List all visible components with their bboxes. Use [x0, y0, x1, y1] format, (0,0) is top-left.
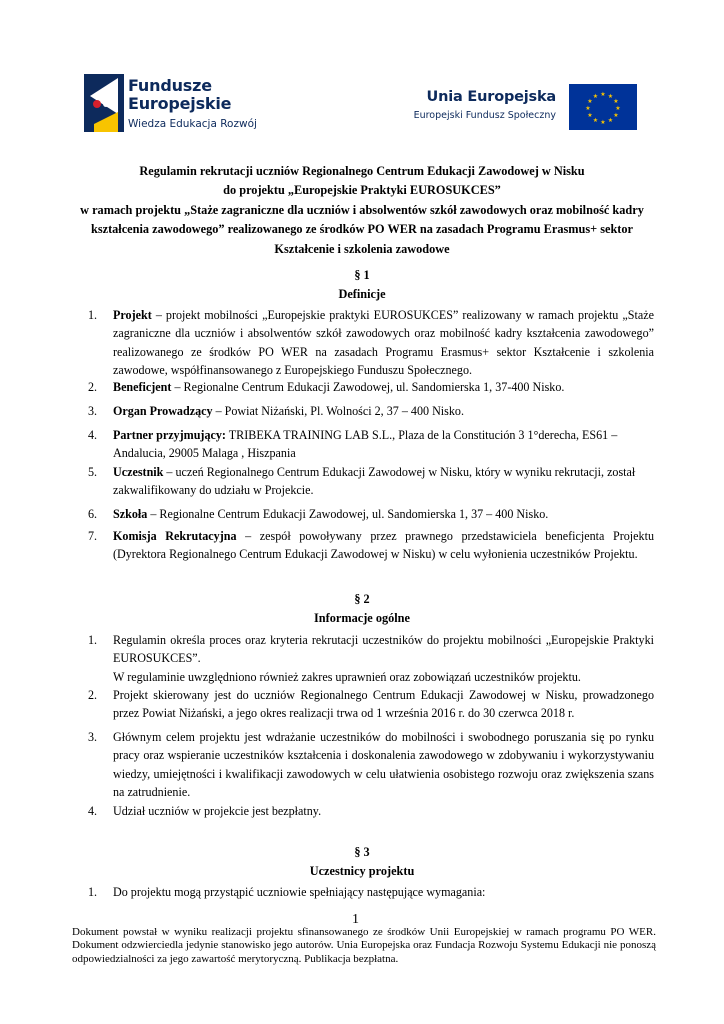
item-term: Projekt — [113, 308, 152, 322]
svg-text:★: ★ — [592, 117, 599, 124]
section-symbol: § 3 — [354, 845, 370, 859]
item-term: Beneficjent — [113, 380, 172, 394]
title-line: w ramach projektu „Staże zagraniczne dla uczniów i absolwentów szkół zawodowych oraz mobilność kadry — [80, 202, 644, 217]
item-text: TRIBEKA TRAINING LAB S.L., Plaza de la Constitución 3 1°derecha, ES61 – — [228, 428, 618, 442]
item-number: 1. — [88, 308, 98, 322]
svg-text:★: ★ — [592, 93, 599, 100]
title-line: kształcenia zawodowego” realizowanego ze środków PO WER na zasadach Programu Erasmus+ sektor — [90, 222, 633, 237]
item-number: 7. — [88, 529, 98, 543]
item-text: – projekt mobilności „Europejskie praktyki EUROSUKCES” realizowany w ramach projektu „Staże — [155, 308, 654, 322]
item-line — [113, 463, 654, 481]
item-line — [113, 527, 654, 545]
document-title — [72, 162, 652, 259]
item-line: wiedzy, umiejętności i kwalifikacji zawodowych w celu ułatwienia osobistego rozwoju oraz zwiększenia szans — [113, 766, 654, 781]
item-line: Do projektu mogą przystąpić uczniowie spełniający następujące wymagania: — [113, 885, 486, 899]
svg-text:★: ★ — [607, 93, 614, 100]
footer-line: Dokument powstał w wyniku realizacji projektu sfinansowanego ze środków Unii Europejskiej w ramach programu PO WER. — [72, 926, 656, 938]
item-number: 3. — [88, 404, 98, 418]
logo-fe-line3: Wiedza Edukacja Rozwój — [128, 118, 257, 130]
section-1-heading — [72, 266, 652, 304]
item-line: realizowanego ze środków PO WER na zasadach Programu Erasmus+ sektor Kształcenie i szkolenia — [113, 344, 654, 359]
title-line: Kształcenie i szkolenia zawodowe — [274, 241, 450, 256]
item-line — [113, 402, 654, 420]
svg-text:★: ★ — [613, 98, 619, 105]
svg-text:★: ★ — [607, 117, 614, 124]
item-line — [113, 426, 654, 444]
item-line: pracy oraz wspieranie uczestników kształcenia i doskonalenia zawodowego w zdobywaniu i wykorzystywaniu — [113, 748, 654, 763]
section-title: Uczestnicy projektu — [309, 864, 415, 878]
footer-disclaimer — [72, 926, 656, 966]
svg-text:★: ★ — [613, 112, 619, 119]
eu-flag-icon — [569, 84, 637, 130]
item-term: Komisja Rekrutacyjna — [113, 529, 237, 543]
item-line: Regulamin określa proces oraz kryteria rekrutacji uczestników do projektu mobilności „Europejskie Praktyki — [113, 633, 654, 647]
item-line: zagraniczne dla uczniów i absolwentów szkół zawodowych oraz mobilność kadry kształcenia zawodowego” — [113, 326, 654, 341]
svg-text:★: ★ — [615, 105, 621, 112]
item-number: 6. — [88, 507, 98, 521]
section-symbol: § 1 — [354, 268, 370, 282]
page-number: 1 — [352, 912, 359, 927]
item-term: Organ Prowadzący — [113, 404, 213, 418]
item-line: (Dyrektora Regionalnego Centrum Edukacji Zawodowej w Nisku) w celu wyłonienia uczestników Projektu. — [113, 547, 638, 562]
item-line: na zatrudnienie. — [113, 785, 191, 800]
title-line: Regulamin rekrutacji uczniów Regionalnego Centrum Edukacji Zawodowej w Nisku — [139, 164, 585, 178]
footer-line: Dokument odzwierciedla jedynie stanowisko jego autorów. Unia Europejska oraz Fundacja Rozwoju Systemu Edukacji nie ponoszą — [72, 939, 656, 952]
item-number: 2. — [88, 380, 98, 394]
item-line: zakwalifikowany do udziału w Projekcie. — [113, 483, 314, 498]
item-line — [113, 378, 654, 396]
svg-text:★: ★ — [587, 112, 593, 119]
item-number: 4. — [88, 804, 98, 818]
item-line: Andalucia, 29005 Malaga , Hiszpania — [113, 446, 296, 461]
logo-fe-line1: Fundusze — [128, 76, 212, 95]
item-term: Partner przyjmujący: — [113, 428, 226, 442]
item-term: Szkoła — [113, 507, 148, 521]
item-text: – Regionalne Centrum Edukacji Zawodowej, ul. Sandomierska 1, 37 – 400 Nisko. — [150, 507, 549, 521]
svg-text:★: ★ — [585, 105, 591, 112]
fundusze-europejskie-emblem-icon — [84, 74, 124, 132]
svg-text:★: ★ — [600, 119, 606, 126]
title-line: do projektu „Europejskie Praktyki EUROSUKCES” — [223, 183, 501, 198]
section-3-heading — [72, 843, 652, 881]
item-number: 1. — [88, 633, 98, 647]
fundusze-europejskie-logo — [84, 74, 264, 134]
section-title: Definicje — [338, 287, 386, 301]
item-line — [113, 505, 654, 523]
item-line: Projekt skierowany jest do uczniów Regionalnego Centrum Edukacji Zawodowej w Nisku, prowadzonego — [113, 688, 654, 702]
section-title: Informacje ogólne — [314, 611, 410, 625]
item-text: – Powiat Niżański, Pl. Wolności 2, 37 – 400 Nisko. — [215, 404, 464, 418]
item-line: EUROSUKCES”. — [113, 651, 201, 666]
item-line: zawodowe, współfinansowanego z Europejskiego Funduszu Społecznego. — [113, 363, 473, 378]
item-number: 4. — [88, 428, 98, 442]
item-line: W regulaminie uwzględniono również zakres uprawnień oraz zobowiązań uczestników projektu. — [113, 669, 581, 684]
unia-europejska-logo — [408, 84, 638, 130]
item-line: Udział uczniów w projekcie jest bezpłatny. — [113, 804, 322, 818]
item-term: Uczestnik — [113, 465, 164, 479]
footer-line: odpowiedzialności za jego zawartość merytoryczną. Publikacja bezpłatna. — [72, 952, 399, 965]
logo-ue-line2: Europejski Fundusz Społeczny — [413, 110, 556, 121]
item-text: – Regionalne Centrum Edukacji Zawodowej, ul. Sandomierska 1, 37-400 Nisko. — [174, 380, 565, 394]
item-line: Głównym celem projektu jest wdrażanie uczestników do mobilności i swobodnego poruszania się po rynku — [113, 730, 654, 744]
logo-fe-line2: Europejskie — [128, 94, 232, 113]
item-number: 3. — [88, 730, 98, 744]
item-line — [113, 306, 654, 324]
svg-text:★: ★ — [600, 91, 606, 98]
section-2-heading — [72, 590, 652, 628]
logo-ue-line1: Unia Europejska — [426, 89, 556, 105]
item-number: 1. — [88, 885, 98, 899]
item-line: przez Powiat Niżański, a jego okres realizacji trwa od 1 września 2016 r. do 30 czerwca 2018 r. — [113, 706, 575, 721]
item-text: – zespół powoływany przez prawnego przedstawiciela beneficjenta Projektu — [245, 529, 654, 543]
item-number: 2. — [88, 688, 98, 702]
item-number: 5. — [88, 465, 98, 479]
item-text: – uczeń Regionalnego Centrum Edukacji Zawodowej w Nisku, który w wyniku rekrutacji, został — [166, 465, 636, 479]
section-symbol: § 2 — [354, 592, 370, 606]
svg-text:★: ★ — [587, 98, 593, 105]
